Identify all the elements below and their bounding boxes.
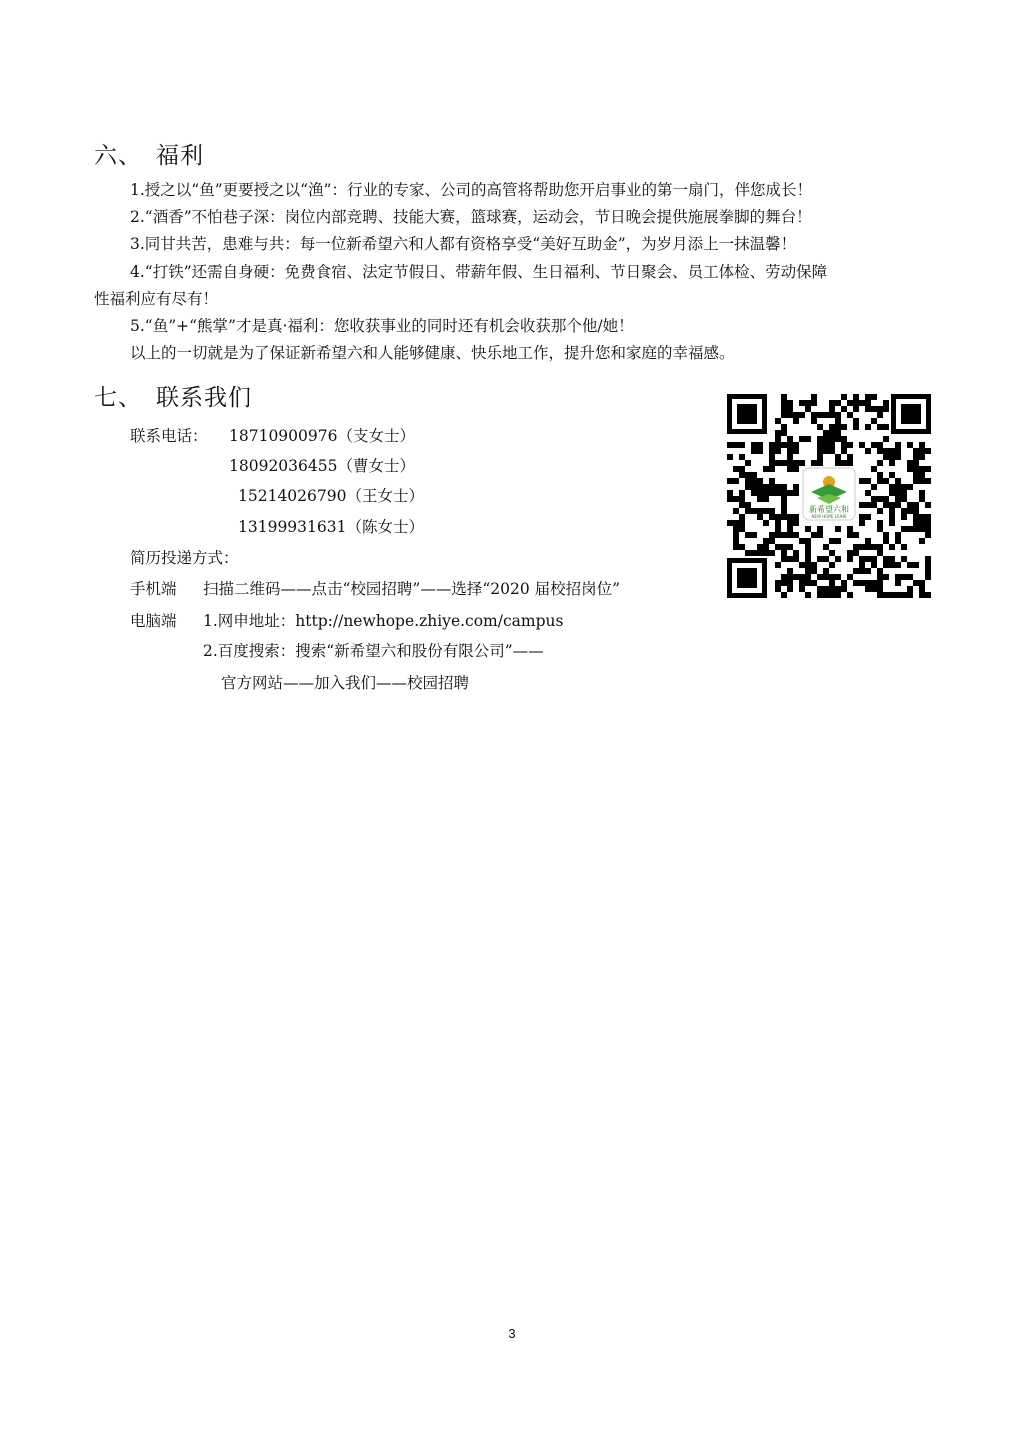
phone-1: 18710900976（支女士） (229, 427, 415, 445)
pc-label: 电脑端 (130, 612, 177, 630)
phone-label: 联系电话： (130, 427, 208, 445)
section-6-heading (94, 137, 204, 170)
benefit-line-4: 4.“打铁”还需自身硬：免费食宿、法定节假日、带薪年假、生日福利、节日聚会、员工体检、劳动保障 (130, 263, 828, 281)
benefit-line-5: 5.“鱼”+“熊掌”才是真·福利：您收获事业的同时还有机会收获那个他/她！ (130, 317, 634, 335)
section-7-number: 七、 (94, 385, 142, 411)
benefit-line-1: 1.授之以“鱼”更要授之以“渔”：行业的专家、公司的高管将帮助您开启事业的第一扇门，伴您成长！ (130, 181, 812, 199)
qr-finder-bottom-left (727, 558, 767, 598)
section-6-number: 六、 (94, 143, 142, 169)
application-url[interactable]: 1.网申地址：http://newhope.zhiye.com/campus (203, 612, 564, 630)
section-7-heading (94, 379, 252, 412)
benefit-line-4-cont: 性福利应有尽有！ (94, 290, 219, 308)
section-7-title: 联系我们 (156, 385, 252, 411)
resume-label: 简历投递方式： (130, 549, 239, 567)
benefit-line-3: 3.同甘共苦，患难与共：每一位新希望六和人都有资格享受“美好互助金”，为岁月添上一抹温馨！ (130, 235, 797, 253)
qr-center-logo (803, 468, 855, 520)
baidu-search-path: 官方网站——加入我们——校园招聘 (221, 674, 470, 692)
section-6-title: 福利 (156, 143, 204, 169)
benefit-line-2: 2.“酒香”不怕巷子深：岗位内部竞聘、技能大赛，篮球赛，运动会，节日晚会提供施展拳脚的舞台！ (130, 208, 812, 226)
qr-logo-text: 新希望六和 (809, 505, 849, 514)
mobile-label: 手机端 (130, 580, 177, 598)
qr-finder-top-right (891, 394, 931, 434)
baidu-search-line: 2.百度搜索：搜索“新希望六和股份有限公司”—— (203, 642, 544, 660)
phone-3: 15214026790（王女士） (238, 487, 424, 505)
qr-finder-top-left (727, 394, 767, 434)
benefit-summary: 以上的一切就是为了保证新希望六和人能够健康、快乐地工作，提升您和家庭的幸福感。 (130, 344, 735, 362)
phone-4: 13199931631（陈女士） (238, 518, 424, 536)
qr-logo-subtext: NEW HOPE LIUHE (811, 514, 847, 519)
mobile-instructions: 扫描二维码——点击“校园招聘”——选择“2020 届校招岗位” (203, 580, 621, 598)
page-number: 3 (508, 1326, 516, 1341)
qr-code (725, 392, 933, 600)
phone-2: 18092036455（曹女士） (229, 457, 415, 475)
